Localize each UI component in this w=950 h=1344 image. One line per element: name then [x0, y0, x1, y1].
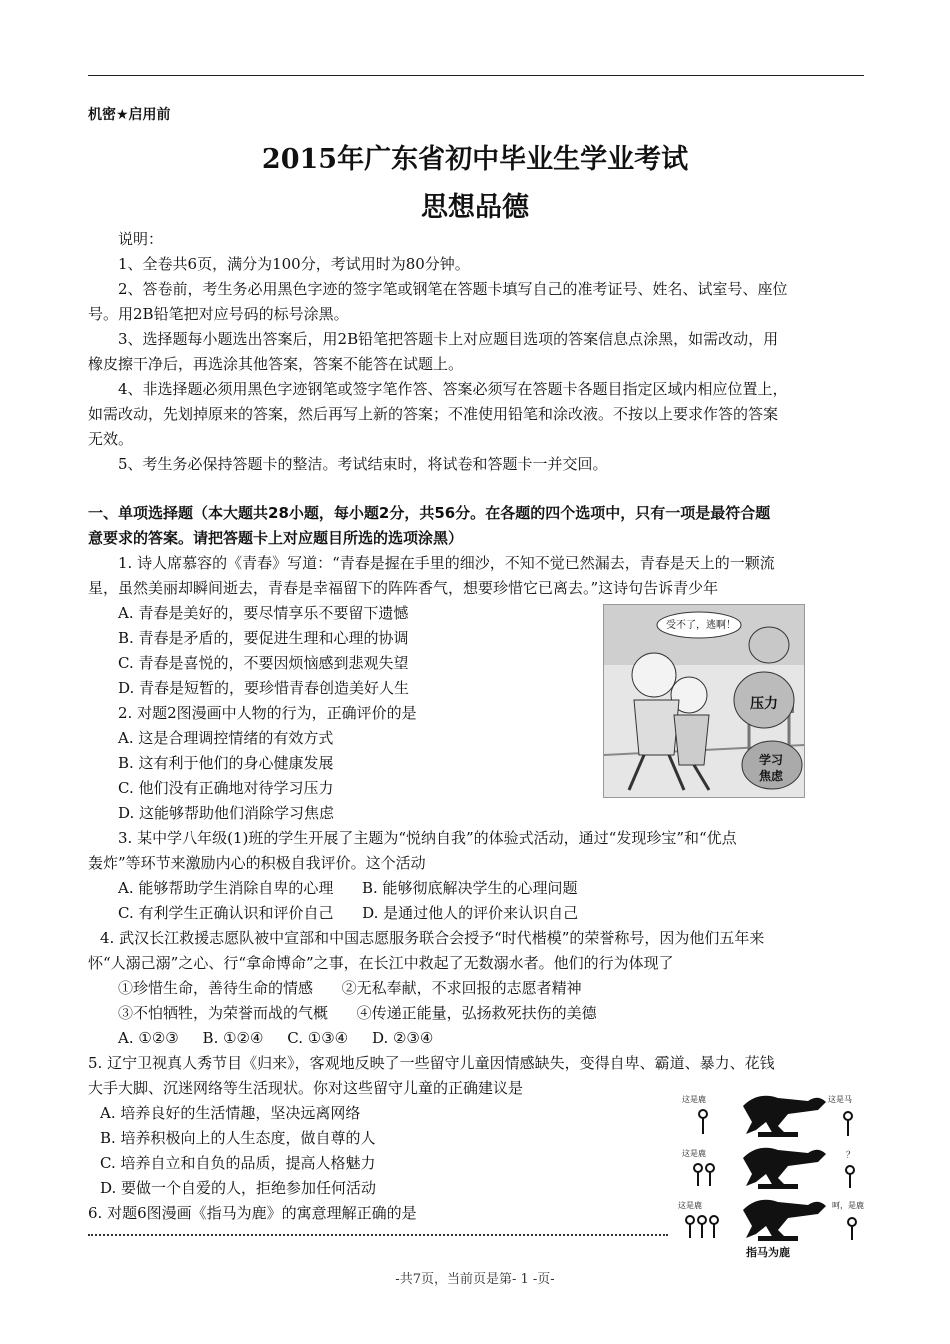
q3-options-ab: A. 能够帮助学生消除自卑的心理 B. 能够彻底解决学生的心理问题 — [118, 879, 578, 897]
instruction-2a: 2、答卷前，考生务必用黑色字迹的签字笔或钢笔在答题卡填写自己的准考证号、姓名、试室号、座位 — [118, 280, 788, 298]
q6-cartoon — [668, 1086, 878, 1262]
q1-option-b: B. 青春是矛盾的，要促进生理和心理的协调 — [118, 629, 409, 647]
q2-cartoon — [603, 604, 805, 798]
q1-option-c: C. 青春是喜悦的，不要因烦恼感到悲观失望 — [118, 654, 409, 672]
q6-bubble-4: ？ — [846, 1151, 856, 1161]
q6-bubble-3: 这是鹿 — [682, 1149, 706, 1158]
q2-stem: 2. 对题2图漫画中人物的行为，正确评价的是 — [118, 704, 417, 722]
q6-bubble-6: 呵，是鹿 — [832, 1201, 864, 1210]
q5-stem-1: 5. 辽宁卫视真人秀节目《归来》，客观地反映了一些留守儿童因情感缺失，变得自卑、霸道、暴力、花钱 — [88, 1054, 775, 1072]
section-heading-1: 一、单项选择题（本大题共28小题，每小题2分，共56分。在各题的四个选项中，只有一项是最符合题 — [88, 504, 771, 522]
q1-option-d: D. 青春是短暂的，要珍惜青春创造美好人生 — [118, 679, 410, 697]
q2-option-a: A. 这是合理调控情绪的有效方式 — [118, 729, 334, 747]
instruction-4c: 无效。 — [88, 430, 134, 448]
q1-stem-1: 1. 诗人席慕容的《青春》写道：“青春是握在手里的细沙，不知不觉已然漏去，青春是天上的一颗流 — [118, 554, 775, 572]
q3-options-cd: C. 有利学生正确认识和评价自己 D. 是通过他人的评价来认识自己 — [118, 904, 579, 922]
exam-title: 2015年广东省初中毕业生学业考试 — [261, 144, 689, 175]
instruction-3b: 橡皮擦干净后，再选涂其他答案，答案不能答在试题上。 — [88, 355, 464, 373]
q3-stem-1: 3. 某中学八年级(1)班的学生开展了主题为“悦纳自我”的体验式活动，通过“发现珍宝”和“优点 — [118, 829, 737, 847]
instruction-5: 5、考生务必保持答题卡的整洁。考试结束时，将试卷和答题卡一并交回。 — [118, 455, 608, 473]
top-rule — [88, 75, 864, 76]
secret-label: 机密★启用前 — [88, 107, 171, 123]
q3-stem-2: 轰炸”等环节来激励内心的积极自我评价。这个活动 — [88, 854, 426, 872]
q5-option-c: C. 培养自立和自负的品质，提高人格魅力 — [100, 1154, 376, 1172]
q2-option-c: C. 他们没有正确地对待学习压力 — [118, 779, 334, 797]
dotted-divider — [88, 1234, 668, 1236]
q4-statements-34: ③不怕牺牲，为荣誉而战的气概 ④传递正能量，弘扬救死扶伤的美德 — [118, 1004, 597, 1022]
q5-stem-2: 大手大脚、沉迷网络等生活现状。你对这些留守儿童的正确建议是 — [88, 1079, 524, 1097]
instruction-2b: 号。用2B铅笔把对应号码的标号涂黑。 — [88, 305, 349, 323]
q6-stem: 6. 对题6图漫画《指马为鹿》的寓意理解正确的是 — [88, 1204, 417, 1222]
q4-options: A. ①②③ B. ①②④ C. ①③④ D. ②③④ — [118, 1029, 434, 1047]
q1-option-a: A. 青春是美好的，要尽情享乐不要留下遗憾 — [118, 604, 409, 622]
instruction-4b: 如需改动，先划掉原来的答案，然后再写上新的答案；不准使用铅笔和涂改液。不按以上要求作答的答案 — [88, 405, 779, 423]
q2-speech-bubble: 受不了，逃啊！ — [666, 620, 736, 631]
instruction-3a: 3、选择题每小题选出答案后，用2B铅笔把答题卡上对应题目选项的答案信息点涂黑，如需改动，用 — [118, 330, 779, 348]
q5-option-d: D. 要做一个自爱的人，拒绝参加任何活动 — [100, 1179, 377, 1197]
q2-label-study: 学习 — [759, 753, 784, 767]
page-footer: -共7页，当前页是第- 1 -页- — [395, 1272, 555, 1287]
q2-option-b: B. 这有利于他们的身心健康发展 — [118, 754, 334, 772]
instructions-heading: 说明： — [118, 230, 164, 248]
q4-stem-1: 4. 武汉长江救援志愿队被中宣部和中国志愿服务联合会授予“时代楷模”的荣誉称号，因为他们五年来 — [100, 929, 765, 947]
instruction-4a: 4、非选择题必须用黑色字迹钢笔或签字笔作答、答案必须写在答题卡各题目指定区域内相应位置上， — [118, 380, 788, 398]
instruction-1: 1、全卷共6页，满分为100分，考试用时为80分钟。 — [118, 255, 470, 273]
subject-title: 思想品德 — [421, 192, 529, 223]
q5-option-a: A. 培养良好的生活情趣，坚决远离网络 — [100, 1104, 361, 1122]
q4-statements-12: ①珍惜生命，善待生命的情感 ②无私奉献，不求回报的志愿者精神 — [118, 979, 582, 997]
q2-label-pressure: 压力 — [750, 696, 778, 712]
q6-bubble-2: 这是马 — [828, 1095, 852, 1104]
q6-caption: 指马为鹿 — [746, 1246, 790, 1259]
q2-label-anxiety: 焦虑 — [759, 769, 784, 783]
q1-stem-2: 星，虽然美丽却瞬间逝去，青春是幸福留下的阵阵香气，想要珍惜它已离去。”这诗句告诉青少年 — [88, 579, 719, 597]
q6-cartoon-drawing — [668, 1086, 878, 1262]
q5-option-b: B. 培养积极向上的人生态度，做自尊的人 — [100, 1129, 376, 1147]
q4-stem-2: 怀“人溺己溺”之心、行“拿命博命”之事，在长江中救起了无数溺水者。他们的行为体现了 — [88, 954, 674, 972]
section-heading-2: 意要求的答案。请把答题卡上对应题目所选的选项涂黑） — [88, 529, 464, 547]
q2-option-d: D. 这能够帮助他们消除学习焦虑 — [118, 804, 335, 822]
q6-bubble-5: 这是鹿 — [678, 1201, 702, 1210]
q6-bubble-1: 这是鹿 — [682, 1095, 706, 1104]
